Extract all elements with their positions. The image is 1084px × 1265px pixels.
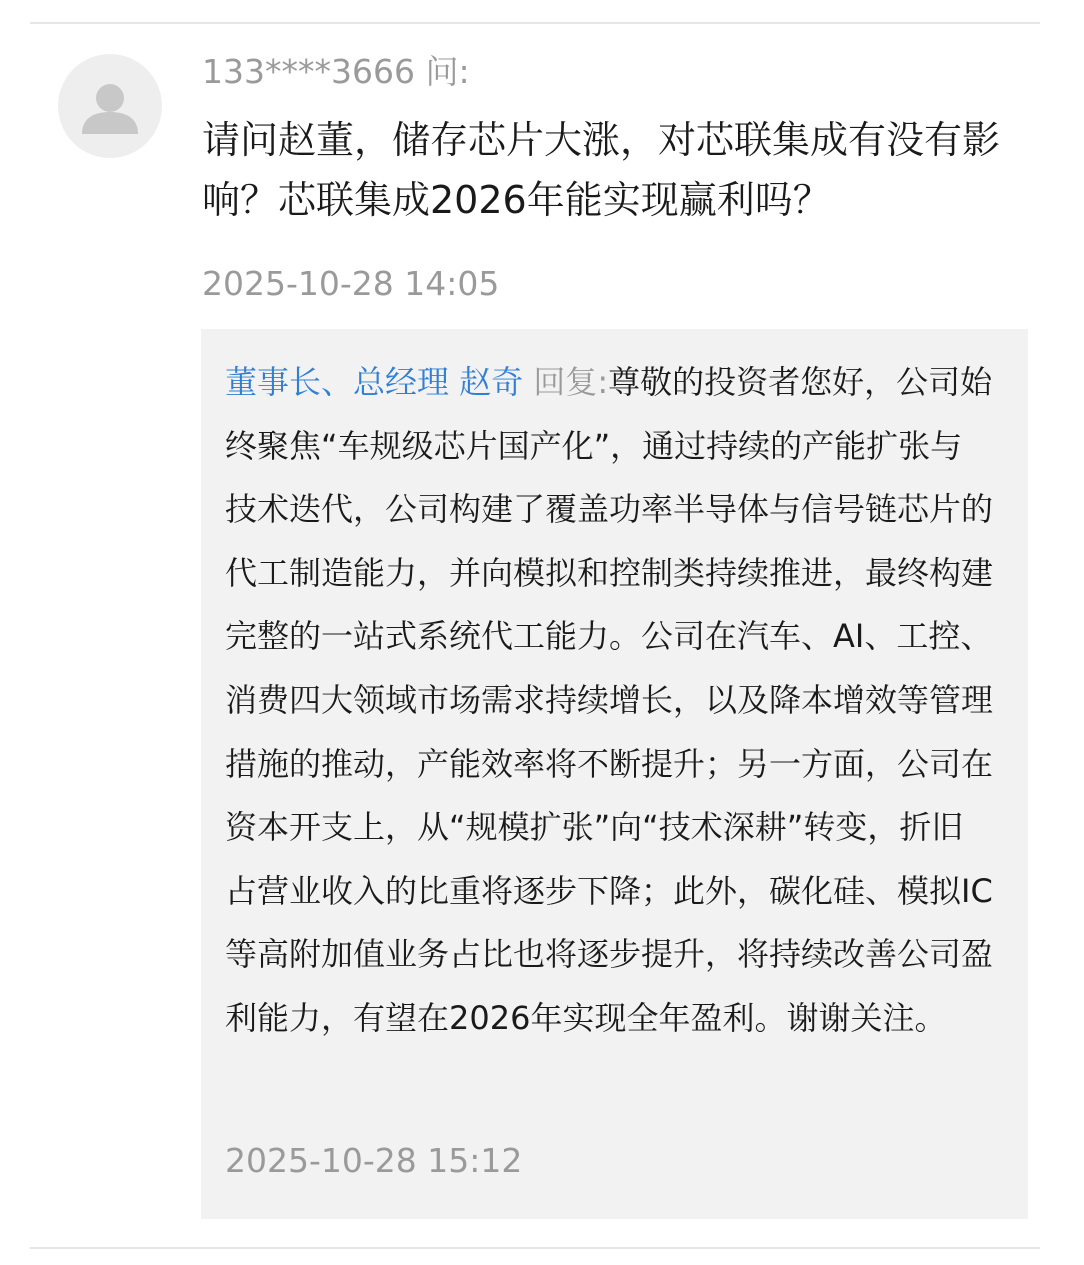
bottom-divider xyxy=(30,1247,1040,1249)
asker-line xyxy=(202,50,470,94)
asker-name[interactable]: 133****3666 xyxy=(202,52,415,91)
question-text: 请问赵董，储存芯片大涨，对芯联集成有没有影响？芯联集成2026年能实现赢利吗？ xyxy=(202,118,1001,222)
reply-card xyxy=(201,329,1028,1219)
reply-verb: 回复: xyxy=(533,363,609,401)
question-timestamp: 2025-10-28 14:05 xyxy=(202,264,500,303)
top-divider xyxy=(30,22,1040,24)
reply-timestamp: 2025-10-28 15:12 xyxy=(225,1141,523,1180)
reply-text: 尊敬的投资者您好，公司始终聚焦“车规级芯片国产化”，通过持续的产能扩张与技术迭代，公司构建了覆盖功率半导体与信号链芯片的代工制造能力，并向模拟和控制类持续推进，最终构建完整的一站式系统代工能力。公司在汽车、AI、工控、消费四大领域市场需求持续增长，以及降本增效等管理措施的推动，产能效率将不断提升；另一方面，公司在资本开支上，从“规模扩张”向“技术深耕”转变，折旧占营业收入的比重将逐步下降；此外，碳化硅、模拟IC等高附加值业务占比也将逐步提升，将持续改善公司盈利能力，有望在2026年实现全年盈利。谢谢关注。 xyxy=(225,363,994,1037)
reply-body xyxy=(225,351,993,1051)
asker-avatar[interactable] xyxy=(58,54,162,158)
default-user-icon xyxy=(58,54,162,158)
ask-verb: 问: xyxy=(425,52,470,91)
replier-name[interactable]: 董事长、总经理 赵奇 xyxy=(225,363,524,401)
